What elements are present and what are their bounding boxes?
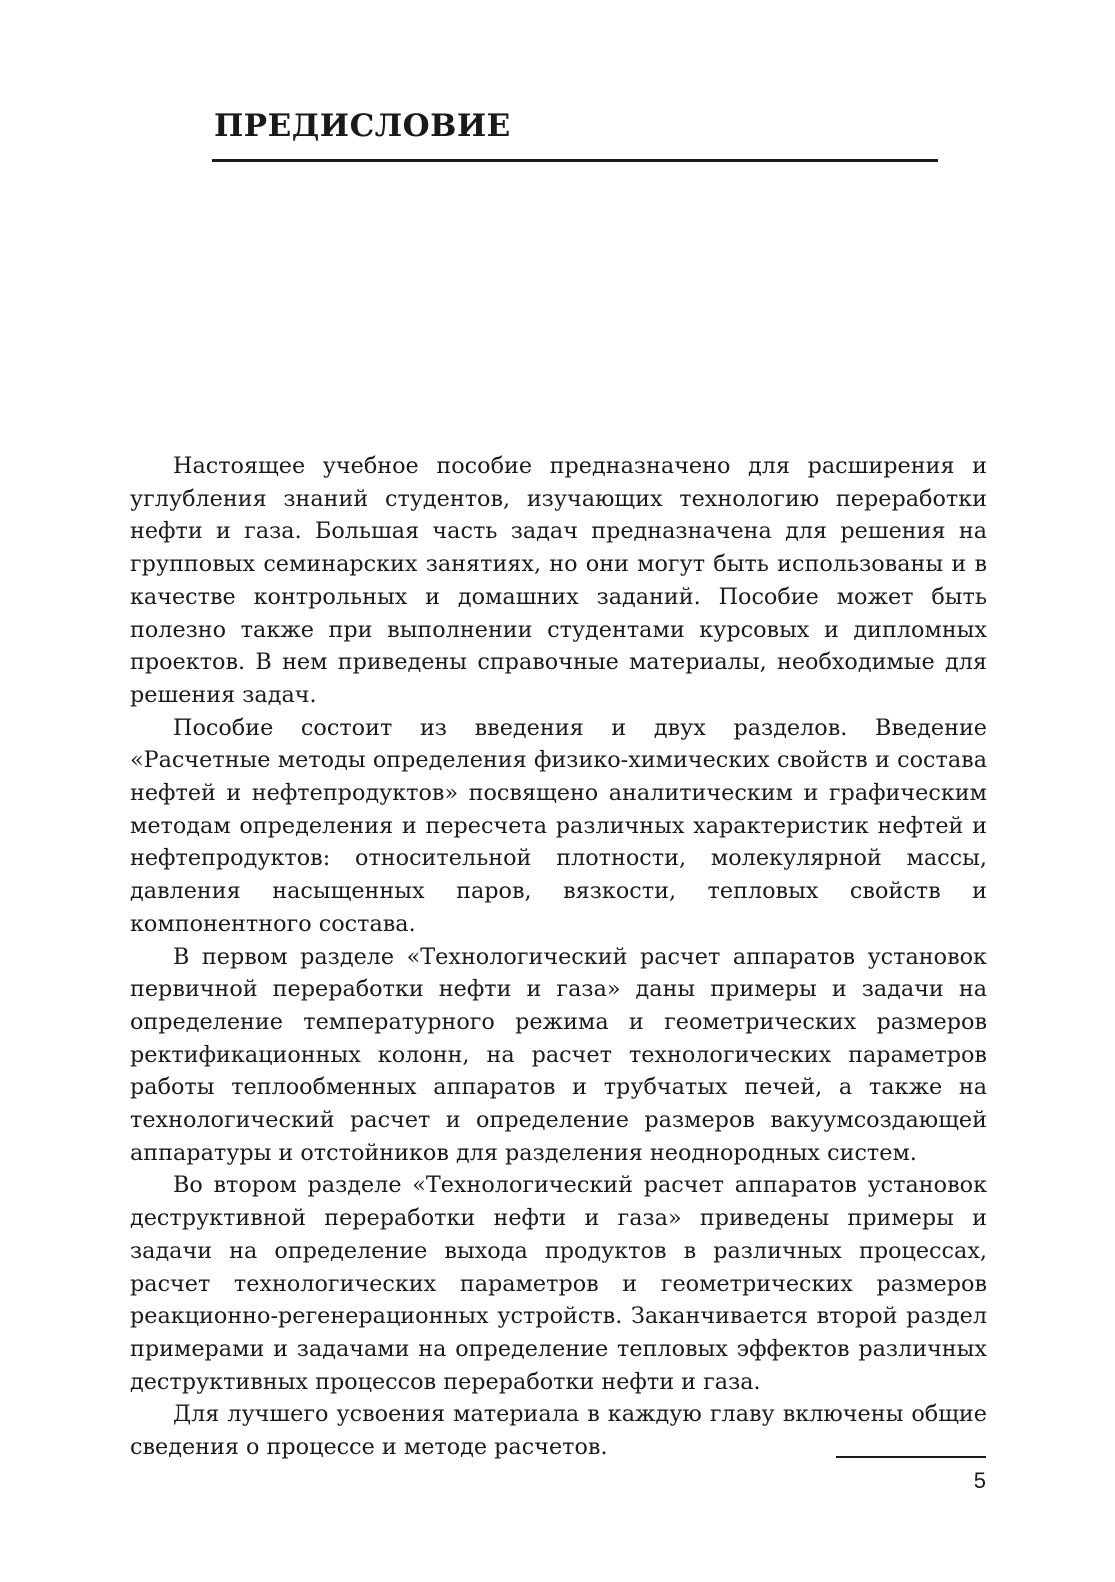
paragraph-3: В первом разделе «Технологический расчет аппаратов установок первичной переработки нефти и газа» даны примеры и задачи на определение температурного режима и геометрических размеров ректификационных колонн, на расчет технологических параметров работы теплообменных аппаратов и трубчатых печей, а также на технологический расчет и определение размеров вакуумсоздающей аппаратуры и отстойников для разделения неоднородных систем. xyxy=(130,943,987,1166)
paragraph-2: Пособие состоит из введения и двух разделов. Введение «Расчетные методы определения физико-химических свойств и состава нефтей и нефтепродуктов» посвящено аналитическим и графическим методам определения и пересчета различных характеристик нефтей и нефтепродуктов: относительной плотности, молекулярной массы, давления насыщенных паров, вязкости, тепловых свойств и компонентного состава. xyxy=(130,714,987,937)
page-number: 5 xyxy=(973,1468,986,1493)
paragraph-4: Во втором разделе «Технологический расчет аппаратов установок деструктивной переработки нефти и газа» приведены примеры и задачи на определение выхода продуктов в различных процессах, расчет технологических параметров и геометрических размеров реакционно-регенерационных устройств. Заканчивается второй раздел примерами и задачами на определение тепловых эффектов различных деструктивных процессов переработки нефти и газа. xyxy=(130,1172,987,1395)
title-underline xyxy=(212,159,938,162)
body-text xyxy=(130,450,987,1464)
chapter-title: ПРЕДИСЛОВИЕ xyxy=(214,108,511,144)
paragraph-1: Настоящее учебное пособие предназначено для расширения и углубления знаний студентов, изучающих технологию переработки нефти и газа. Большая часть задач предназначена для решения на групповых семинарских занятиях, но они могут быть использованы и в качестве контрольных и домашних заданий. Пособие может быть полезно также при выполнении студентами курсовых и дипломных проектов. В нем приведены справочные материалы, необходимые для решения задач. xyxy=(130,453,987,708)
paragraph-5: Для лучшего усвоения материала в каждую главу включены общие сведения о процессе и методе расчетов. xyxy=(130,1401,987,1461)
footer-rule xyxy=(836,1456,986,1458)
